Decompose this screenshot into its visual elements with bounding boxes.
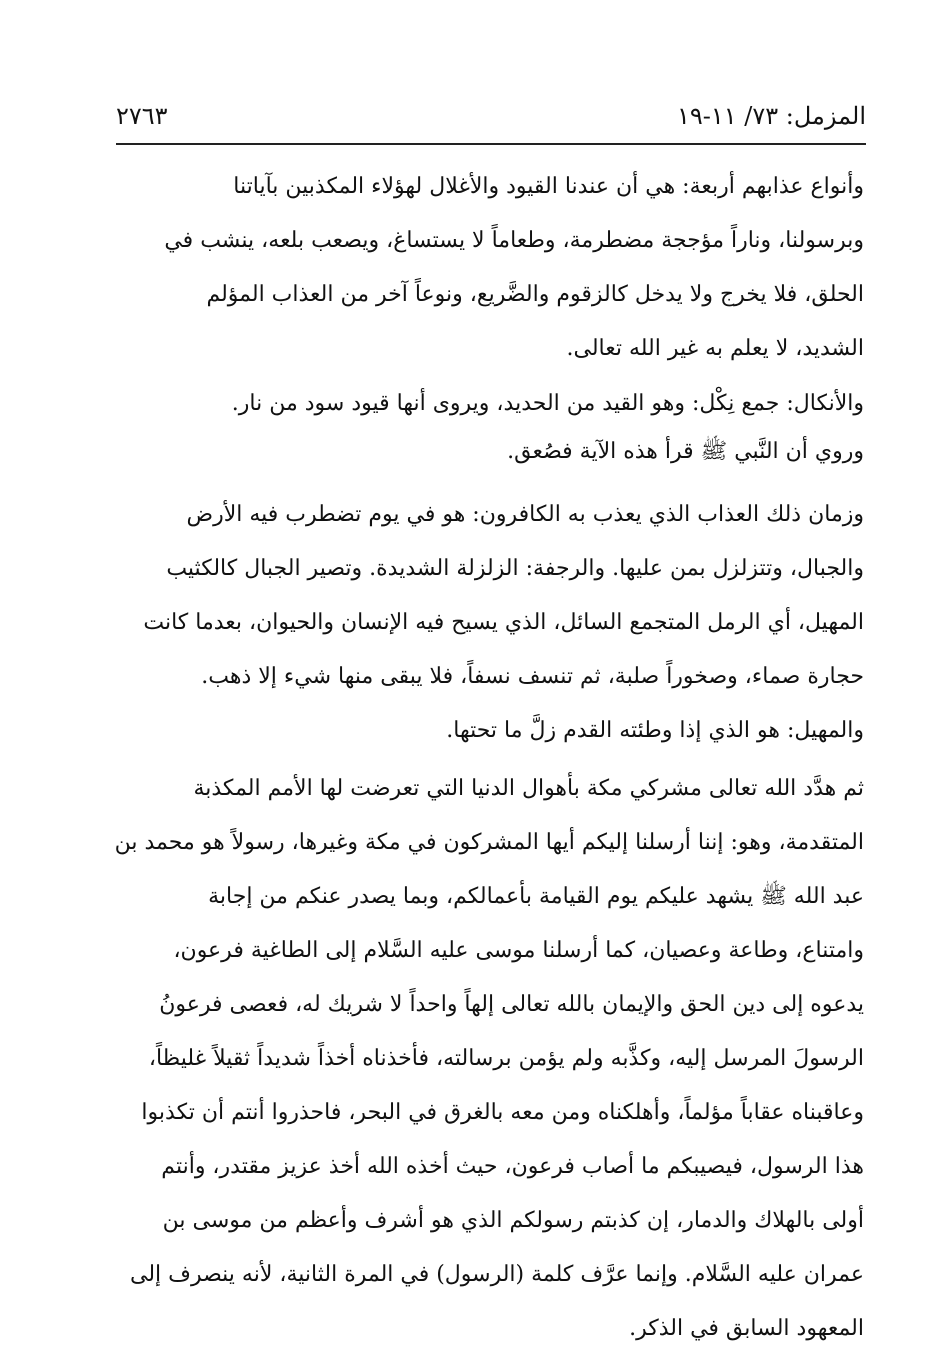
text-line: الشديد، لا يعلم به غير الله تعالى.	[566, 336, 864, 361]
text-line: وعاقبناه عقاباً مؤلماً، وأهلكناه ومن معه بالغرق في البحر، فاحذروا أنتم أن تكذبوا	[141, 1100, 864, 1125]
text-line: هذا الرسول، فيصيبكم ما أصاب فرعون، حيث أخذه الله أخذ عزيز مقتدر، وأنتم	[161, 1154, 864, 1179]
header-divider	[116, 143, 866, 145]
paragraph-warning-to-mecca	[114, 762, 864, 1356]
paragraph-ankal-definition	[118, 380, 864, 476]
text-line: ثم هدَّد الله تعالى مشركي مكة بأهوال الدنيا التي تعرضت لها الأمم المكذبة	[193, 776, 864, 801]
text-line: وروي أن النَّبي ﷺ قرأ هذه الآية فصُعق.	[507, 439, 864, 464]
paragraph-day-of-quaking	[118, 488, 864, 758]
surah-reference: المزمل: ٧٣/ ١١-١٩	[676, 102, 866, 130]
text-line: يدعوه إلى دين الحق والإيمان بالله تعالى إلهاً واحداً لا شريك له، فعصى فرعونُ	[159, 992, 864, 1017]
text-line: والمهيل: هو الذي إذا وطئته القدم زلَّ ما تحتها.	[446, 718, 864, 743]
text-line: الحلق، فلا يخرج ولا يدخل كالزقوم والضَّريع، ونوعاً آخر من العذاب المؤلم	[206, 282, 864, 307]
text-line: الرسولَ المرسل إليه، وكذَّبه ولم يؤمن برسالته، فأخذناه أخذاً شديداً ثقيلاً غليظاً،	[148, 1046, 864, 1071]
text-line: وبرسولنا، وناراً مؤججة مضطرمة، وطعاماً لا يستساغ، ويصعب بلعه، ينشب في	[164, 228, 864, 253]
text-line: والجبال، وتتزلزل بمن عليها. والرجفة: الزلزلة الشديدة. وتصير الجبال كالكثيب	[166, 556, 864, 581]
text-line: عبد الله ﷺ يشهد عليكم يوم القيامة بأعمالكم، وبما يصدر عنكم من إجابة	[208, 884, 864, 909]
text-line: المعهود السابق في الذكر.	[629, 1316, 864, 1341]
text-line: المهيل، أي الرمل المتجمع السائل، الذي يسيح فيه الإنسان والحيوان، بعدما كانت	[143, 610, 864, 635]
text-line: وامتناع، وطاعة وعصيان، كما أرسلنا موسى عليه السَّلام إلى الطاغية فرعون،	[173, 938, 864, 963]
text-line: أولى بالهلاك والدمار، إن كذبتم رسولكم الذي هو أشرف وأعظم من موسى بن	[162, 1208, 864, 1233]
text-line: المتقدمة، وهو: إننا أرسلنا إليكم أيها المشركون في مكة وغيرها، رسولاً هو محمد بن	[114, 830, 864, 855]
text-line: وأنواع عذابهم أربعة: هي أن عندنا القيود والأغلال لهؤلاء المكذبين بآياتنا	[233, 174, 864, 199]
page-body	[114, 160, 864, 1356]
page-number: ٢٧٦٣	[116, 102, 168, 130]
paragraph-punishments	[118, 160, 864, 376]
page-header	[116, 96, 866, 136]
text-line: عمران عليه السَّلام. وإنما عرَّف كلمة (الرسول) في المرة الثانية، لأنه ينصرف إلى	[130, 1262, 864, 1287]
text-line: والأنكال: جمع نِكْل: وهو القيد من الحديد، ويروى أنها قيود سود من نار.	[231, 391, 864, 416]
text-line: حجارة صماء، وصخوراً صلبة، ثم تنسف نسفاً، فلا يبقى منها شيء إلا ذهب.	[201, 664, 864, 689]
text-line: وزمان ذلك العذاب الذي يعذب به الكافرون: هو في يوم تضطرب فيه الأرض	[186, 502, 864, 527]
